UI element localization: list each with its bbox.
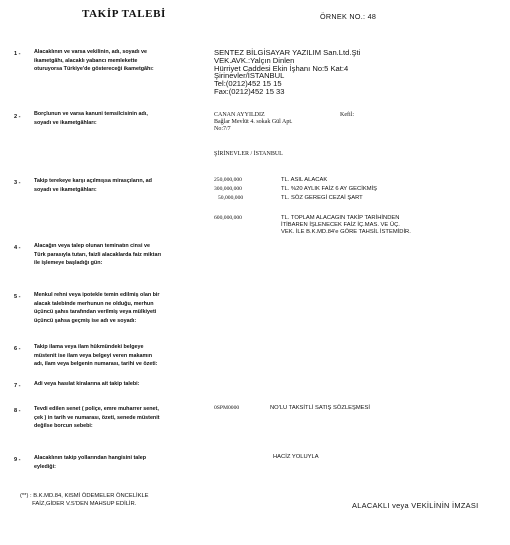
footer-note-line: FAİZ,GİDER V.S'DEN MAHSUP EDİLİR. (32, 500, 137, 507)
question-line: Alacaklının ve varsa vekilinin, adı, soyadı ve (34, 49, 147, 55)
total-desc-line: TL. TOPLAM ALACAGIN TAKİP TARİHİNDEN (281, 215, 400, 221)
signature-label: ALACAKLI veya VEKİLİNİN İMZASI (352, 501, 479, 510)
question-line: Borçlunun ve varsa kanuni temsilcisinin adı, (34, 111, 148, 117)
amount-penalty: 50,000,000 (218, 195, 244, 201)
section-2-question (34, 110, 186, 127)
question-line: ile işlemeye başladığı gün: (34, 260, 103, 267)
question-line: Türk parasıyla tutarı, faizli alacaklarda faiz miktarı (34, 251, 162, 258)
question-line: eylediği: (34, 463, 56, 470)
contract-code: 0SPM0000 (214, 405, 240, 411)
question-line: adı, ilam veya belgenin numarası, tarihi ve özeti: (34, 361, 158, 368)
question-line: soyadı ve ikametgâhları: (34, 119, 97, 126)
total-desc-line: İTİBAREN İŞLENECEK FAİZ İÇ.MAS. VE ÜÇ. (281, 222, 400, 229)
section-8-number: 8 - (14, 408, 21, 414)
debtor-city: ŞİRİNEVLER / İSTANBUL (214, 151, 283, 157)
section-4-number: 4 - (14, 245, 21, 251)
amount-penalty-desc: TL. SÖZ GEREGİ CEZAİ ŞART (281, 195, 363, 201)
debtor-address: Bağlar Mevlüt 4. sokak Gül Apt. (214, 119, 293, 125)
section-2-answer (214, 112, 293, 133)
debtor-name: CANAN AYYILDIZ (214, 112, 265, 118)
section-4-question (34, 242, 186, 268)
footer-note (20, 493, 149, 508)
amount-total: 600,000,000 (214, 215, 242, 221)
section-7-number: 7 - (14, 383, 21, 389)
question-line: ikametgâhı, alacaklı yabancı memlekette (34, 57, 138, 64)
creditor-lawyer: VEK.AVK.:Yalçın Dinlen (214, 55, 295, 65)
question-line: değilse borcun sebebi: (34, 423, 93, 430)
section-1-question (34, 48, 186, 74)
question-line: soyadı ve ikametgâhları: (34, 186, 97, 193)
question-line: müstenit ise ilam veya belgeyi veren makamın (34, 352, 153, 359)
form-title: TAKİP TALEBİ (82, 8, 166, 20)
question-line: Alacaklının takip yollarından hangisini talep (34, 455, 147, 461)
collection-method: HACİZ YOLUYLA (273, 454, 319, 460)
guarantor-label: Kefil: (340, 112, 354, 118)
question-line: üçüncü şahıs tarafından verilmiş veya mülkiyeti (34, 309, 157, 316)
section-6-question (34, 343, 186, 369)
sample-number: ÖRNEK NO.: 48 (320, 12, 377, 21)
question-line: Takip terekeye karşı açılmışsa mirasçıların, ad (34, 178, 152, 184)
creditor-fax: Fax:(0212)452 15 33 (214, 86, 285, 96)
amount-interest-desc: TL. %20 AYLIK FAİZ 6 AY GECİKMİŞ (281, 186, 378, 192)
question-line: Menkul rehni veya ipotekle temin edilmiş olan bir (34, 292, 160, 298)
total-desc-line: VEK. İLE B.K.MD.84'e GÖRE TAHSİL İSTEMİDİR. (281, 229, 411, 236)
section-2-number: 2 - (14, 114, 21, 120)
amount-interest: 300,000,000 (214, 186, 242, 192)
amount-total-desc (281, 215, 411, 237)
question-line: oturuyorsa Türkiye'de göstereceği ikametgâhı: (34, 66, 154, 73)
footer-note-line: (**) : B.K.MD.84, KISMİ ÖDEMELER ÖNCELİKLE (20, 493, 149, 499)
section-5-question (34, 291, 186, 325)
section-6-number: 6 - (14, 346, 21, 352)
contract-description: NO'LU TAKSİTLİ SATIŞ SÖZLEŞMESİ (270, 405, 371, 411)
section-9-number: 9 - (14, 457, 21, 463)
question-line: Alacağın veya talep olunan teminatın cinsi ve (34, 243, 150, 249)
section-1-number: 1 - (14, 51, 21, 57)
question-line: üçüncü şahsa geçmiş ise adı ve soyadı: (34, 317, 137, 324)
question-line: Adi veya hasılat kiralarına ait takip talebi: (34, 381, 140, 387)
question-line: Takip ilama veya ilam hükmündeki belgeye (34, 344, 144, 350)
creditor-city: Şirinevler/İSTANBUL (214, 71, 285, 81)
creditor-phone: Tel:(0212)452 15 15 (214, 79, 282, 89)
amount-principal-desc: TL. ASIL ALACAK (281, 177, 328, 183)
section-7-question (34, 380, 186, 389)
section-9-question (34, 454, 186, 471)
section-5-number: 5 - (14, 294, 21, 300)
section-8-question (34, 405, 186, 431)
question-line: Tevdi edilen senet ( poliçe, emre muharrer senet, (34, 406, 159, 412)
creditor-address: Hürriyet Caddesi Ekin İşhanı No:5 Kat:4 (214, 63, 349, 73)
section-3-number: 3 - (14, 180, 21, 186)
creditor-name: SENTEZ BİLGİSAYAR YAZILIM San.Ltd.Şti (214, 48, 361, 57)
debtor-door: No:7/7 (214, 126, 231, 132)
section-3-question (34, 177, 186, 194)
section-1-answer (214, 49, 360, 96)
question-line: alacak talebinde merhunun ne olduğu, merhun (34, 300, 154, 307)
amount-principal: 250,000,000 (214, 177, 242, 183)
question-line: çek ) in tarih ve numarası, özeti, senede müstenit (34, 414, 160, 421)
